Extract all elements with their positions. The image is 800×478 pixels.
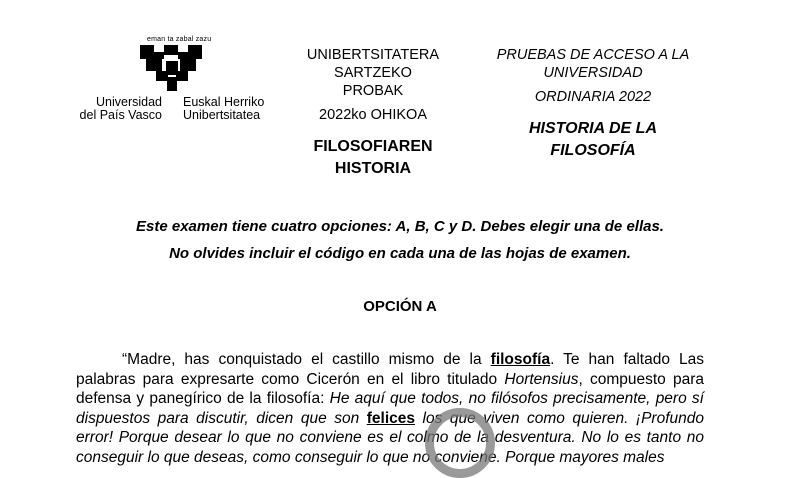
header-basque (273, 46, 473, 180)
instructions-line1: Este examen tiene cuatro opciones: A, B, C y D. Debes elegir una de ellas. (136, 218, 664, 235)
logo-name-es (70, 96, 162, 122)
passage-part1: “Madre, has conquistado el castillo mismo de la (122, 351, 491, 368)
book-title: Hortensius (504, 370, 579, 388)
header-spanish (493, 46, 693, 162)
header-es-exam: ORDINARIA 2022 (534, 89, 652, 105)
loading-ring-icon (425, 408, 495, 478)
passage-part2: . Te han faltado Las palabras para expresarte como Cicerón en el libro titulado (76, 351, 705, 388)
header-es-title-line2: UNIVERSIDAD (543, 65, 643, 81)
exam-text-passage (76, 350, 704, 467)
header-eu-subject-line1: FILOSOFIAREN (313, 138, 433, 155)
header-eu-subject-line2: HISTORIA (334, 160, 412, 177)
keyword-filosofia: filosofía (490, 351, 551, 368)
header-es-subject (493, 118, 693, 162)
logo-name-es-line1: Universidad (95, 95, 162, 109)
logo-name-eu-line2: Unibertsitatea (183, 108, 261, 122)
header-eu-title-line1: UNIBERTSITATERA SARTZEKO (306, 47, 440, 81)
keyword-felices: felices (366, 409, 415, 427)
header-es-subject-line2: FILOSOFÍA (550, 142, 636, 159)
quote-part1: He aquí que todos, no filósofos precisamente, pero sí dispuestos para discutir, dicen que son (76, 390, 704, 427)
university-logo (70, 36, 280, 126)
logo-motto: eman ta zabal zazu (147, 36, 212, 43)
logo-name-eu-line1: Euskal Herriko (183, 95, 265, 109)
header-es-title-line1: PRUEBAS DE ACCESO A LA (496, 47, 690, 63)
option-title: OPCIÓN A (363, 298, 437, 315)
quote-part2: los que viven como quieren. ¡Profundo error! Porque desear lo que no conviene es el colmo de la desventura. No lo es tanto no conseguir lo que deseas, como conseguir lo que no conviene. Porque mayores males (76, 409, 704, 466)
instructions-line2: No olvides incluir el código en cada una de las hojas de examen. (169, 245, 631, 262)
header-es-subject-line1: HISTORIA DE LA (528, 120, 657, 137)
passage-part3: , compuesto para defensa y panegírico de la filosofía: (76, 370, 705, 407)
header-eu-subject (273, 136, 473, 180)
logo-name-es-line2: del País Vasco (79, 108, 162, 122)
upv-ehu-tree-icon (140, 45, 206, 91)
header-eu-title-line2: PROBAK (342, 83, 404, 99)
header-eu-exam: 2022ko OHIKOA (319, 107, 427, 123)
